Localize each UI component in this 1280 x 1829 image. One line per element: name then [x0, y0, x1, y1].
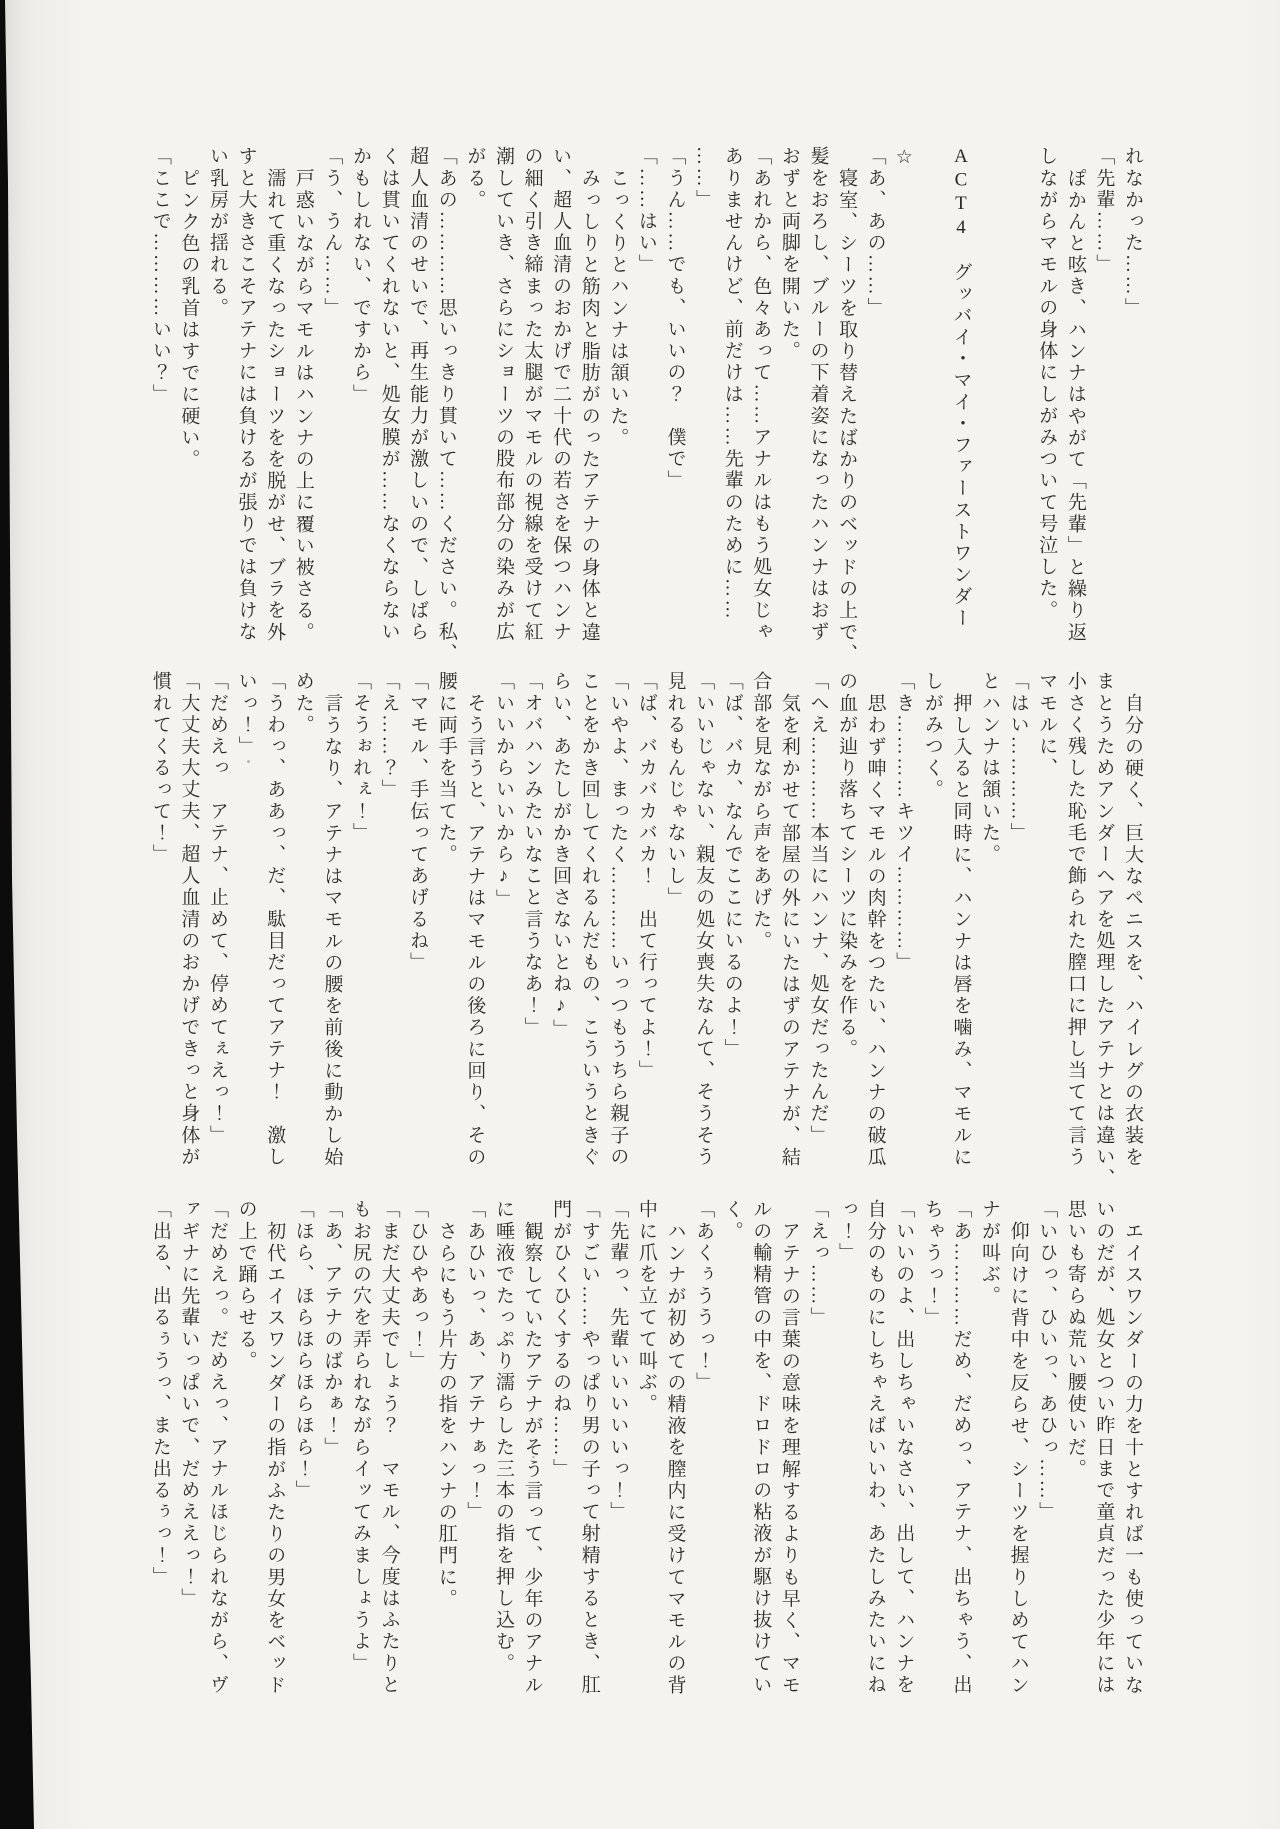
- text-column: 「先輩っ、先輩いいいいいっ！」: [607, 1199, 629, 1523]
- text-column: 髪をおろし、ブルーの下着姿になったハンナはおず: [807, 146, 829, 643]
- text-column: 「あれから、色々あって……アナルはもう処女じゃ: [750, 146, 772, 643]
- text-column: 言うなり、アテナはマモルの腰を前後に動かし始: [321, 693, 343, 1169]
- text-column: い、超人血清のおかげで二十代の若さを保つハンナ: [550, 146, 572, 643]
- text-column: っ！」: [836, 1199, 858, 1264]
- section-star-column: ☆: [893, 146, 915, 171]
- text-column: 「え……？」: [378, 671, 400, 801]
- text-column: 「大丈夫大丈夫、超人血清のおかげできっと身体が: [178, 671, 200, 1168]
- text-column: 「いいじゃない、親友の処女喪失なんて、そうそう: [693, 671, 715, 1168]
- text-column: ……」: [693, 146, 715, 211]
- text-column: 気を利かせて部屋の外にいたはずのアテナが、結: [778, 693, 800, 1169]
- text-column: すと大きさこそアテナには負けるが張りでは負けな: [235, 146, 257, 643]
- text-column: ルの輸精管の中を、ドロドロの粘液が駆け抜けてい: [750, 1199, 772, 1696]
- text-column: 押し入ると同時に、ハンナは唇を噛み、マモルに: [950, 693, 972, 1169]
- text-column: 「あ、あの……」: [864, 146, 886, 319]
- text-column: 「マモル、手伝ってあげるね」: [407, 671, 429, 974]
- text-column: ありませんけど、前だけは……先輩のために……: [721, 146, 743, 622]
- text-column: そう言うと、アテナはマモルの後ろに回り、その: [464, 693, 486, 1169]
- text-column: 「ほら、ほらほらほらほら！」: [292, 1199, 314, 1502]
- text-column: 「ひひやあっ！」: [407, 1199, 429, 1372]
- text-column: 「オバハンみたいなこと言うなあ！」: [521, 671, 543, 1039]
- text-column: マモルに、: [1036, 671, 1058, 779]
- text-column: の細く引き締まった太腿がマモルの視線を受けて紅: [521, 146, 543, 643]
- text-column: 戸惑いながらマモルはハンナの上に覆い被さる。: [292, 168, 314, 644]
- text-column: 「ば、バカ、なんでここにいるのよ！」: [721, 671, 743, 1060]
- text-column: 「いひっ、ひいっ、あひっ……」: [1036, 1199, 1058, 1523]
- text-band-middle: [145, 671, 1146, 1190]
- text-column: ピンク色の乳首はすでに硬い。: [178, 168, 200, 471]
- text-column: しがみつく。: [921, 671, 943, 801]
- text-column: めた。: [292, 671, 314, 736]
- text-column: 超人血清のせいで、再生能力が激しいので、しばら: [407, 146, 429, 643]
- text-column: 合部を見ながら声をあげた。: [750, 671, 772, 952]
- text-column: もお尻の穴を弄られながらイッてみましょうよ」: [349, 1199, 371, 1675]
- text-column: 見れるもんじゃないし」: [664, 671, 686, 909]
- text-column: 「うん……でも、いいの？ 僕で」: [664, 146, 686, 492]
- text-column: 思いも寄らぬ荒い腰使いだ。: [1064, 1199, 1086, 1480]
- text-column: 「へえ…………本当にハンナ、処女だったんだ」: [807, 671, 829, 1147]
- text-column: 濡れて重くなったショーツをを脱がせ、ブラを外: [264, 168, 286, 644]
- text-column: みっしりと筋肉と脂肪がのったアテナの身体と違: [578, 168, 600, 644]
- text-column: れなかった……」: [1122, 146, 1143, 319]
- act-heading-label: ACT4: [950, 146, 972, 241]
- text-column: 「き…………キツイ…………」: [893, 671, 915, 974]
- text-column: 「まだ大丈夫でしょう？ マモル、今度はふたりと: [378, 1199, 400, 1696]
- text-column: 慣れてくるって！」: [149, 671, 171, 866]
- text-column: ぽかんと呟き、ハンナはやがて「先輩」と繰り返: [1064, 168, 1086, 644]
- text-column: 「……はい」: [635, 146, 657, 276]
- act-heading-title: グッバイ・マイ・ファーストワンダー: [950, 240, 972, 630]
- text-column: さらにもう片方の指をハンナの肛門に。: [435, 1221, 457, 1610]
- text-column: 「ここで…………いい？」: [149, 146, 171, 406]
- text-column: とハンナは頷いた。: [979, 671, 1001, 866]
- text-column: 「あ、アテナのばかぁ！」: [321, 1199, 343, 1459]
- text-column: アテナの言葉の意味を理解するよりも早く、マモ: [778, 1221, 800, 1697]
- text-column: 初代エイスワンダーの指がふたりの男女をベッド: [264, 1221, 286, 1697]
- text-column: 小さく残した恥毛で飾られた膣口に押し当てて言う: [1064, 671, 1086, 1168]
- text-column: 「いやよ、まったく…………いっつもうちら親子の: [607, 671, 629, 1168]
- text-column: 「あ…………だめ、だめっ、アテナ、出ちゃう、出: [950, 1199, 972, 1696]
- text-column: 腰に両手を当てた。: [435, 671, 457, 866]
- text-column: 「出る、出るぅうっ、また出るぅっ！」: [149, 1199, 171, 1588]
- text-column: いのだが、処女とつい昨日まで童貞だった少年には: [1093, 1199, 1115, 1696]
- text-band-bottom: [145, 1199, 1146, 1699]
- text-column: 思わず呻くマモルの肉幹をつたい、ハンナの破瓜: [864, 693, 886, 1169]
- text-column: がる。: [464, 146, 486, 211]
- text-column: エイスワンダーの力を十とすれば一も使っていな: [1122, 1221, 1143, 1697]
- scan-edge-artifact: [0, 0, 40, 1829]
- text-column: いっ！」: [235, 671, 257, 758]
- blank-column: [974, 146, 1003, 646]
- text-column: 門がひくひくするのね……」: [550, 1199, 572, 1480]
- blank-column: [917, 146, 946, 646]
- text-column: くは貫いてくれないと、処女膜が……なくならない: [378, 146, 400, 643]
- text-column: の血が辿り落ちてシーツに染みを作る。: [836, 671, 858, 1060]
- text-column: ナが叫ぶ。: [979, 1199, 1001, 1307]
- text-column: 「いいからいいから♪」: [492, 671, 514, 911]
- text-column: い乳房が揺れる。: [207, 146, 228, 319]
- text-column: しながらマモルの身体にしがみついて号泣した。: [1036, 146, 1058, 622]
- text-column: 自分の硬く、巨大なペニスを、ハイレグの衣装を: [1122, 693, 1143, 1169]
- text-column: 自分のものにしちゃえばいいわ、あたしみたいにね: [864, 1199, 886, 1696]
- text-column: 「先輩……」: [1093, 146, 1115, 276]
- text-column: 仰向けに背中を反らせ、シーツを握りしめてハン: [1007, 1221, 1029, 1697]
- act-heading-column: [946, 146, 975, 646]
- text-column: 「うわっ、ああっ、だ、駄目だってアテナ！ 激し: [264, 671, 286, 1168]
- text-column: 観察していたアテナがそう言って、少年のアナル: [521, 1221, 543, 1697]
- text-column: 「ば、バカバカバカ！ 出て行ってよ！」: [635, 671, 657, 1082]
- text-column: 寝室、シーツを取り替えたばかりのベッドの上で、: [836, 168, 858, 665]
- text-column: 「だめえっ アテナ、止めて、停めてぇえっ！」: [207, 671, 228, 1147]
- text-column: かもしれない、ですから」: [349, 146, 371, 406]
- text-column: ちゃうっ！」: [921, 1199, 943, 1329]
- text-column: 潮していき、さらにショーツの股布部分の染みが広: [492, 146, 514, 643]
- text-column: らい、あたしがかき回さないとね♪」: [550, 671, 572, 1041]
- text-column: 「う、うん……」: [321, 146, 343, 319]
- text-column: 「いいのよ、出しちゃいなさい、出して、ハンナを: [893, 1199, 915, 1696]
- text-column: の上で踊らせる。: [235, 1199, 257, 1372]
- text-column: に唾液でたっぷり濡らした三本の指を押し込む。: [492, 1199, 514, 1675]
- text-column: 「えっ……」: [807, 1199, 829, 1329]
- text-column: 「すごい……やっぱり男の子って射精するとき、肛: [578, 1199, 600, 1696]
- text-column: 中に爪を立てて叫ぶ。: [635, 1199, 657, 1415]
- text-column: ことをかき回してくれるんだもの、こういうときぐ: [578, 671, 600, 1168]
- text-column: 「あひいっ、あ、アテナぁっ！」: [464, 1199, 486, 1523]
- text-column: 「あくぅううっ！」: [693, 1199, 715, 1394]
- text-column: 「だめえっ。だめえっ、アナルほじられながら、ヴ: [207, 1199, 228, 1696]
- text-column: ァギナに先輩いっぱいで、だめええっ！」: [178, 1199, 200, 1610]
- text-column: ハンナが初めての精液を膣内に受けてマモルの背: [664, 1221, 686, 1697]
- text-column: 「あの…………思いっきり貫いて……ください。私、: [435, 146, 457, 665]
- text-column: く。: [721, 1199, 743, 1243]
- text-column: こっくりとハンナは頷いた。: [607, 168, 629, 449]
- text-band-top: [145, 146, 1146, 665]
- text-column: 「はい…………」: [1007, 671, 1029, 844]
- blank-column: [1003, 146, 1032, 646]
- text-column: まとうためアンダーヘアを処理したアテナとは違い、: [1093, 671, 1115, 1190]
- text-column: おずと両脚を開いた。: [778, 146, 800, 362]
- text-column: 「そうぉれぇ！」: [349, 671, 371, 844]
